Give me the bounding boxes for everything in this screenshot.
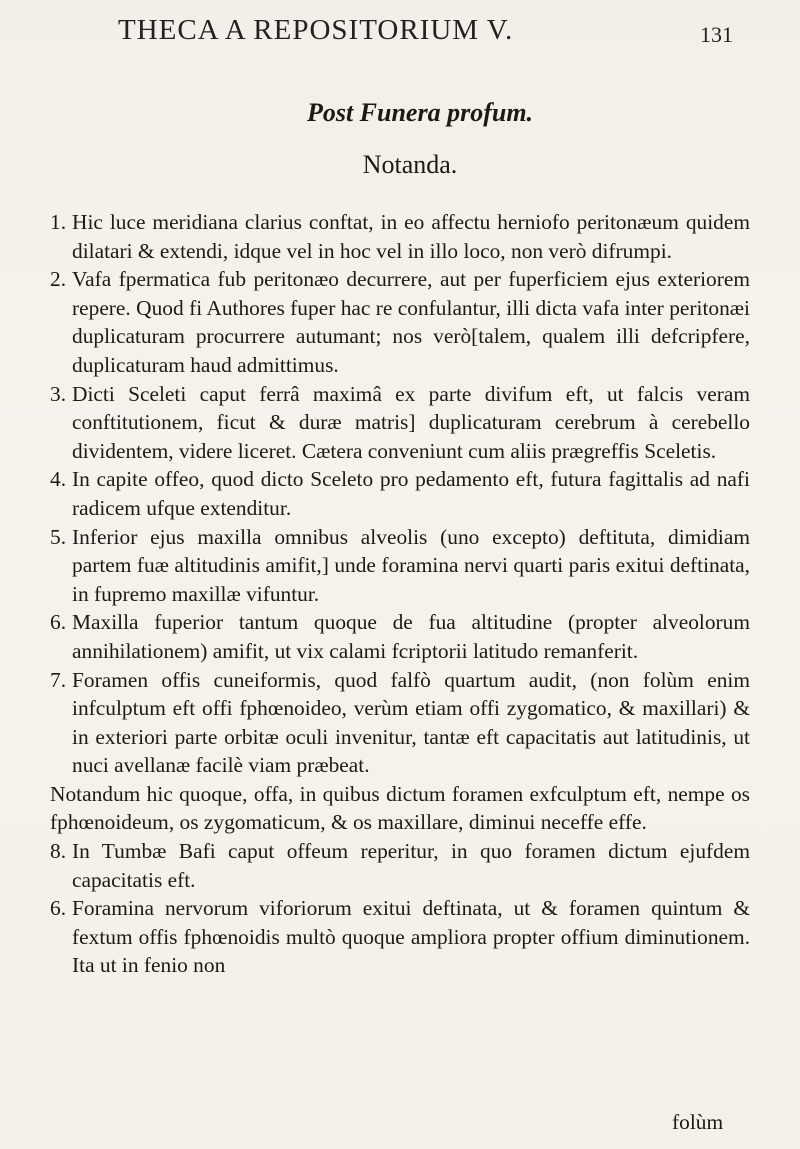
section-title: Post Funera profum. <box>306 98 534 127</box>
list-item <box>50 380 750 466</box>
item-text: Maxilla fuperior tantum quoque de fua altitudine (propter alveolorum annihilationem) amifit, ut vix calami fcriptorii latitudo remanferit. <box>72 610 750 663</box>
notes-list <box>50 208 750 980</box>
item-text: Foramen offis cuneiformis, quod falfò quartum audit, (non folùm enim infculptum eft offi fphœnoideo, verùm etiam offi zygomatico, & maxillari) & in exteriori parte orbitæ oculi invenitur, tantæ eft capacitatis aut latitudinis, ut nuci avellanæ facilè viam præbeat. <box>72 667 750 778</box>
note-paragraph: Notandum hic quoque, offa, in quibus dictum foramen exfculptum eft, nempe os fphœnoideum, os zygomaticum, & os maxillare, diminui neceffe effe. <box>50 781 750 835</box>
section-subtitle: Notanda. <box>362 150 458 179</box>
item-text: Dicti Sceleti caput ferrâ maximâ ex parte divifum eft, ut falcis veram conftitutionem, ficut & duræ matris] duplicaturam cerebrum à cerebello dividentem, videre liceret. Cætera conveniunt cum aliis prægreffis Sceletis. <box>72 381 750 463</box>
list-item <box>50 608 750 665</box>
item-text: In Tumbæ Bafi caput offeum reperitur, in quo foramen dictum ejufdem capacitatis eft. <box>72 839 750 892</box>
list-item <box>50 208 750 265</box>
item-text: Hic luce meridiana clarius conftat, in eo affectu herniofo peritonæum quidem dilatari & extendi, idque vel in hoc vel in illo loco, non verò difrumpi. <box>72 210 750 263</box>
item-number: 4. <box>50 467 67 492</box>
item-number: 6. <box>50 610 67 635</box>
item-number: 3. <box>50 381 67 406</box>
list-item <box>50 523 750 609</box>
item-text: Vafa fpermatica fub peritonæo decurrere, aut per fuperficiem ejus exteriorem repere. Quod fi Authores fuper hac re confulantur, illi dicta vafa inter peritonæi duplicaturam procurrere autumant; nos verò[talem, qualem illi defcripfere, duplicaturam haud admittimus. <box>72 267 750 377</box>
item-number: 6. <box>50 896 67 921</box>
list-item <box>50 837 750 894</box>
item-text: Inferior ejus maxilla omnibus alveolis (uno excepto) deftituta, dimidiam partem fuæ altitudinis amifit,] unde foramina nervi quarti paris exitui deftinata, in fupremo maxillæ vifuntur. <box>72 524 750 606</box>
item-number: 5. <box>50 524 67 549</box>
item-text: In capite offeo, quod dicto Sceleto pro pedamento eft, futura fagittalis ad nafi radicem ufque extenditur. <box>72 467 750 520</box>
list-item <box>50 894 750 980</box>
catchword: folùm <box>672 1110 724 1134</box>
item-number: 1. <box>50 210 67 234</box>
list-item <box>50 465 750 522</box>
item-number: 8. <box>50 839 67 864</box>
list-item <box>50 666 750 780</box>
item-number: 2. <box>50 267 67 292</box>
page-number: 131 <box>700 22 733 47</box>
list-item <box>50 265 750 379</box>
item-number: 7. <box>50 667 67 692</box>
item-text: Foramina nervorum viforiorum exitui deftinata, ut & foramen quintum & fextum offis fphœnoidis multò quoque ampliora propter offium diminutionem. Ita ut in fenio non <box>72 896 750 978</box>
running-head: THECA A REPOSITORIUM V. <box>118 14 514 46</box>
